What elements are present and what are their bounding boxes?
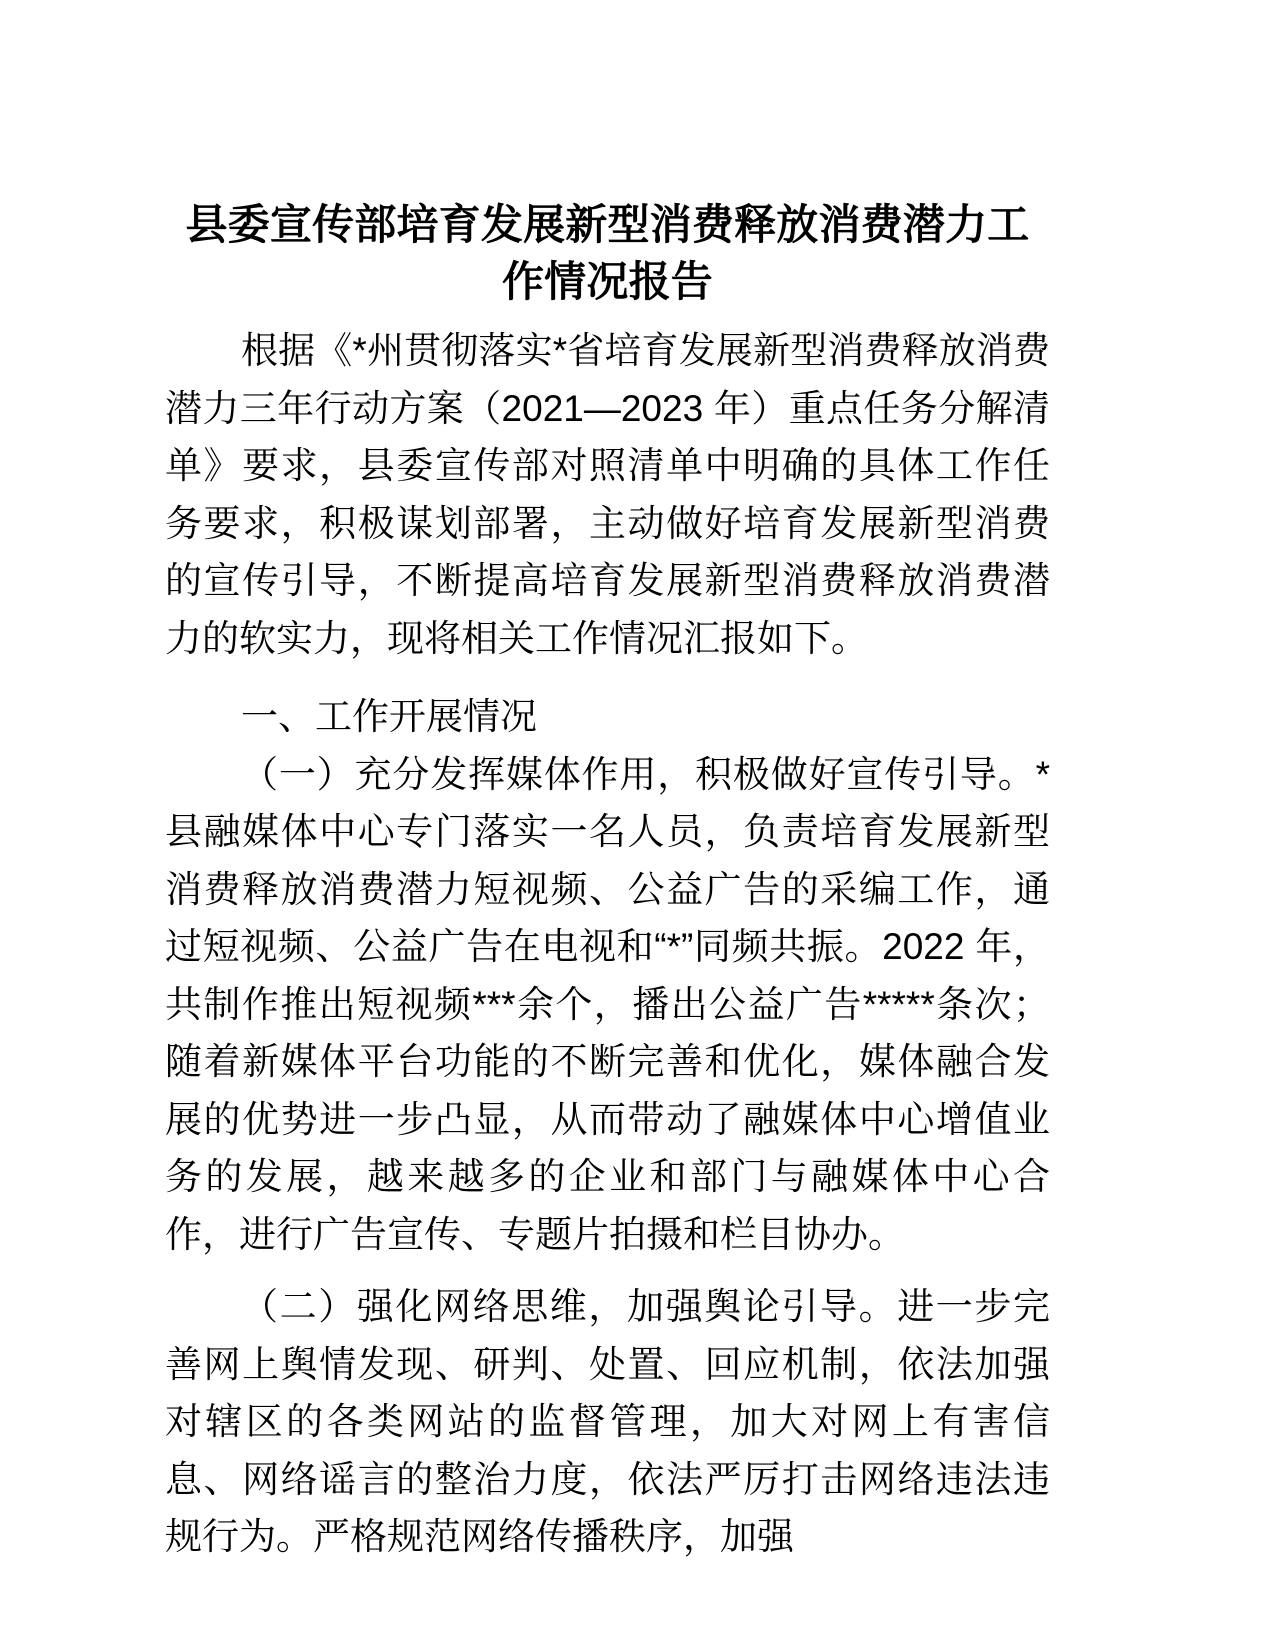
section-heading-1: 一、工作开展情况 (241, 696, 537, 738)
paragraph-spacer (165, 667, 1050, 673)
paragraph-item-2: （二）强化网络思维，加强舆论引导。进一步完善网上舆情发现、研判、处置、回应机制，依法加强对辖区的各类网站的监督管理，加大对网上有害信息、网络谣言的整治力度，依法严厉打击网络违法违规行为。严格规范网络传播秩序，加强 (165, 1286, 1050, 1558)
paragraph-intro: 根据《*州贯彻落实*省培育发展新型消费释放消费潜力三年行动方案（2021—2023 年）重点任务分解清单》要求，县委宣传部对照清单中明确的具体工作任务要求，积极谋划部署，主动做好培育发展新型消费的宣传引导，不断提高培育发展新型消费释放消费潜力的软实力，现将相关工作情况汇报如下。 (165, 330, 1050, 659)
paragraph-item-1: （一）充分发挥媒体作用，积极做好宣传引导。*县融媒体中心专门落实一名人员，负责培育发展新型消费释放消费潜力短视频、公益广告的采编工作，通过短视频、公益广告在电视和“*”同频共振。2022 年，共制作推出短视频***余个，播出公益广告*****条次；随着新媒体平台功能的不断完善和优化，媒体融合发展的优势进一步凸显，从而带动了融媒体中心增值业务的发展，越来越多的企业和部门与融媒体中心合作，进行广告宣传、专题片拍摄和栏目协办。 (165, 753, 1050, 1255)
document-body (165, 196, 1050, 1566)
page-title: 县委宣传部培育发展新型消费释放消费潜力工作情况报告 (185, 201, 1030, 306)
